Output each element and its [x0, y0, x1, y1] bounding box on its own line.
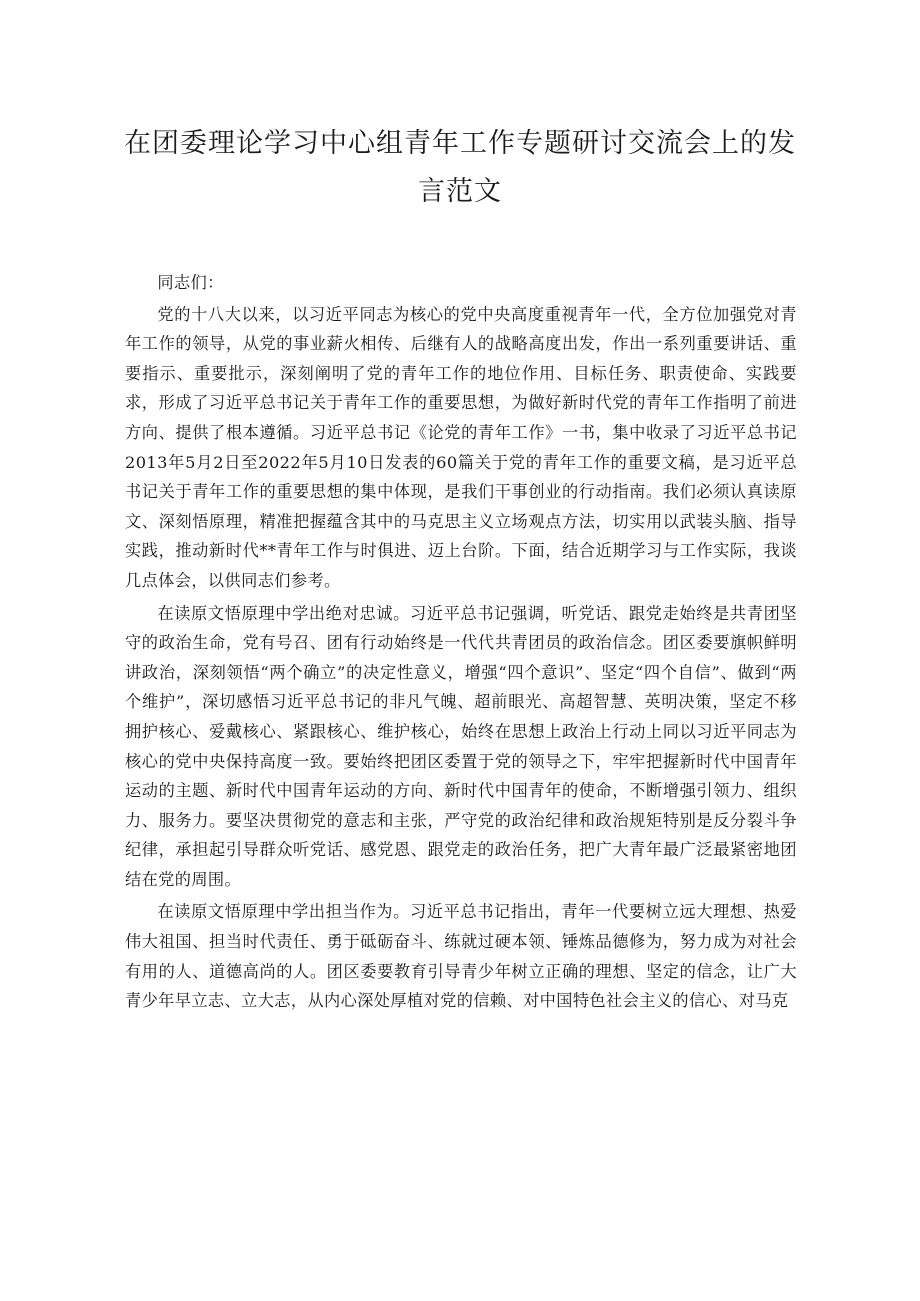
- paragraph-loyalty: 在读原文悟原理中学出绝对忠诚。习近平总书记强调，听党话、跟党走始终是共青团坚守的政治生命，党有号召、团有行动始终是一代代共青团员的政治信念。团区委要旗帜鲜明讲政治，深刻领悟“两个确立”的决定性意义，增强“四个意识”、坚定“四个自信”、做到“两个维护”，深切感悟习近平总书记的非凡气魄、超前眼光、高超智慧、英明决策，坚定不移拥护核心、爱戴核心、紧跟核心、维护核心，始终在思想上政治上行动上同以习近平同志为核心的党中央保持高度一致。要始终把团区委置于党的领导之下，牢牢把握新时代中国青年运动的主题、新时代中国青年运动的方向、新时代中国青年的使命，不断增强引领力、组织力、服务力。要坚决贯彻党的意志和主张，严守党的政治纪律和政治规矩特别是反分裂斗争纪律，承担起引导群众听党话、感党恩、跟党走的政治任务，把广大青年最广泛最紧密地团结在党的周围。: [125, 603, 797, 889]
- document-body: [125, 268, 797, 1016]
- paragraph-intro: 党的十八大以来，以习近平同志为核心的党中央高度重视青年一代，全方位加强党对青年工作的领导，从党的事业薪火相传、后继有人的战略高度出发，作出一系列重要讲话、重要指示、重要批示，深刻阐明了党的青年工作的地位作用、目标任务、职责使命、实践要求，形成了习近平总书记关于青年工作的重要思想，为做好新时代党的青年工作指明了前进方向、提供了根本遵循。习近平总书记《论党的青年工作》一书，集中收录了习近平总书记2013年5月2日至2022年5月10日发表的60篇关于党的青年工作的重要文稿，是习近平总书记关于青年工作的重要思想的集中体现，是我们干事创业的行动指南。我们必须认真读原文、深刻悟原理，精准把握蕴含其中的马克思主义立场观点方法，切实用以武装头脑、指导实践，推动新时代**青年工作与时俱进、迈上台阶。下面，结合近期学习与工作实际，我谈几点体会，以供同志们参考。: [125, 304, 797, 590]
- document-title: 在团委理论学习中心组青年工作专题研讨交流会上的发言范文: [124, 128, 796, 207]
- paragraph-responsibility: 在读原文悟原理中学出担当作为。习近平总书记指出，青年一代要树立远大理想、热爱伟大祖国、担当时代责任、勇于砥砺奋斗、练就过硬本领、锤炼品德修为，努力成为对社会有用的人、道德高尚的人。团区委要教育引导青少年树立正确的理想、坚定的信念，让广大青少年早立志、立大志，从内心深处厚植对党的信赖、对中国特色社会主义的信心、对马克: [125, 902, 797, 1011]
- salutation: 同志们：: [157, 273, 224, 292]
